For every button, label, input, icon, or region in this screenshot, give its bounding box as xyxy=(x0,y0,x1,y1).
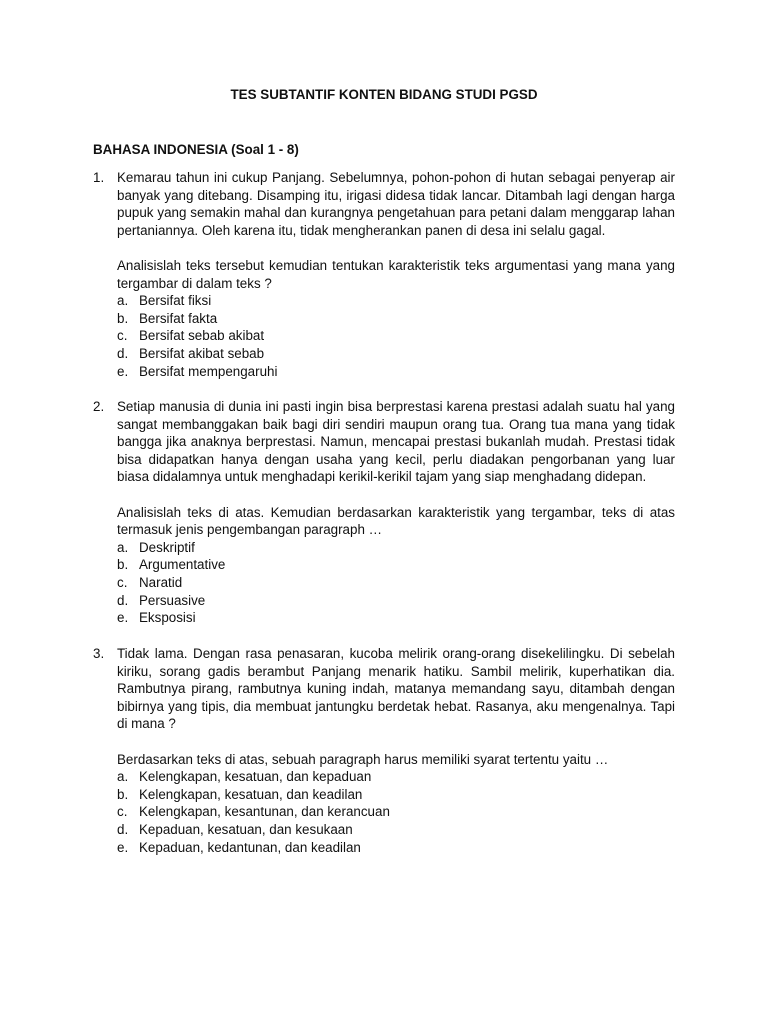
answer-options xyxy=(117,768,675,856)
answer-option-c[interactable] xyxy=(117,327,675,345)
option-letter: e. xyxy=(117,610,129,626)
answer-option-c[interactable] xyxy=(117,803,675,821)
option-text: Deskriptif xyxy=(139,539,195,555)
option-text: Bersifat akibat sebab xyxy=(139,345,265,361)
option-letter: d. xyxy=(117,345,129,361)
option-text: Kepaduan, kesatuan, dan kesukaan xyxy=(139,821,353,837)
option-letter: c. xyxy=(117,804,128,820)
section-heading: BAHASA INDONESIA (Soal 1 - 8) xyxy=(93,142,299,157)
question-number: 3. xyxy=(93,646,105,661)
answer-option-e[interactable] xyxy=(117,839,675,857)
option-letter: a. xyxy=(117,769,129,785)
page-title: TES SUBTANTIF KONTEN BIDANG STUDI PGSD xyxy=(230,87,538,102)
question-2 xyxy=(93,398,675,627)
option-letter: d. xyxy=(117,821,129,837)
question-1 xyxy=(93,169,675,380)
answer-option-d[interactable] xyxy=(117,592,675,610)
question-prompt: Analisislah teks di atas. Kemudian berdasarkan karakteristik yang tergambar, teks di atas termasuk jenis pengembangan paragraph … xyxy=(117,504,675,538)
question-passage: Kemarau tahun ini cukup Panjang. Sebelumnya, pohon-pohon di hutan sebagai penyerap air banyak yang ditebang. Disamping itu, irigasi didesa tidak lancar. Ditambah lagi dengan harga pupuk yang semakin mahal dan kurangnya pengetahuan para petani dalam menggarap lahan pertaniannya. Oleh karena itu, tidak mengherankan panen di desa ini selalu gagal. xyxy=(117,170,675,238)
question-prompt: Analisislah teks tersebut kemudian tentukan karakteristik teks argumentasi yang mana yang tergambar di dalam teks ? xyxy=(117,257,675,291)
answer-option-c[interactable] xyxy=(117,574,675,592)
option-letter: a. xyxy=(117,539,129,555)
option-letter: c. xyxy=(117,328,128,344)
option-text: Naratid xyxy=(139,574,183,590)
answer-option-b[interactable] xyxy=(117,786,675,804)
answer-option-b[interactable] xyxy=(117,310,675,328)
option-letter: e. xyxy=(117,363,129,379)
option-text: Kelengkapan, kesatuan, dan kepaduan xyxy=(139,769,372,785)
option-text: Argumentative xyxy=(139,557,226,573)
answer-option-d[interactable] xyxy=(117,821,675,839)
option-letter: b. xyxy=(117,557,129,573)
answer-option-b[interactable] xyxy=(117,556,675,574)
answer-option-d[interactable] xyxy=(117,345,675,363)
question-passage: Tidak lama. Dengan rasa penasaran, kucoba melirik orang-orang disekelilingku. Di sebelah kiriku, sorang gadis berambut Panjang menarik hatiku. Sambil melirik, kuperhatikan dia. Rambutnya pirang, rambutnya kuning indah, matanya memandang sayu, ditambah dengan bibirnya yang tipis, dia membuat jantungku berdetak hebat. Rasanya, aku mengenalnya. Tapi di mana ? xyxy=(117,646,675,732)
option-text: Kelengkapan, kesantunan, dan kerancuan xyxy=(139,804,390,820)
option-letter: e. xyxy=(117,839,129,855)
option-text: Bersifat sebab akibat xyxy=(139,328,265,344)
option-letter: d. xyxy=(117,592,129,608)
option-text: Kepaduan, kedantunan, dan keadilan xyxy=(139,839,361,855)
option-text: Bersifat mempengaruhi xyxy=(139,363,278,379)
option-letter: b. xyxy=(117,310,129,326)
answer-option-a[interactable] xyxy=(117,768,675,786)
question-prompt: Berdasarkan teks di atas, sebuah paragraph harus memiliki syarat tertentu yaitu … xyxy=(117,751,609,767)
option-letter: b. xyxy=(117,786,129,802)
option-text: Bersifat fiksi xyxy=(139,293,212,309)
answer-options xyxy=(117,539,675,627)
option-text: Bersifat fakta xyxy=(139,310,218,326)
question-number: 2. xyxy=(93,399,105,414)
option-text: Persuasive xyxy=(139,592,206,608)
answer-option-a[interactable] xyxy=(117,539,675,557)
answer-options xyxy=(117,292,675,380)
question-number: 1. xyxy=(93,170,105,185)
question-3 xyxy=(93,645,675,856)
option-letter: c. xyxy=(117,574,128,590)
question-passage: Setiap manusia di dunia ini pasti ingin bisa berprestasi karena prestasi adalah suatu hal yang sangat membanggakan baik bagi diri sendiri maupun orang tua. Orang tua mana yang tidak bangga jika anaknya berprestasi. Namun, mencapai prestasi bukanlah mudah. Prestasi tidak bisa didapatkan hanya dengan usaha yang kecil, perlu diadakan pengorbanan yang luar biasa didalamnya untuk menghadapi kerikil-kerikil tajam yang siap menghadang didepan. xyxy=(117,399,675,485)
option-text: Eksposisi xyxy=(139,610,196,626)
answer-option-e[interactable] xyxy=(117,609,675,627)
answer-option-a[interactable] xyxy=(117,292,675,310)
option-letter: a. xyxy=(117,293,129,309)
answer-option-e[interactable] xyxy=(117,363,675,381)
option-text: Kelengkapan, kesatuan, dan keadilan xyxy=(139,786,363,802)
